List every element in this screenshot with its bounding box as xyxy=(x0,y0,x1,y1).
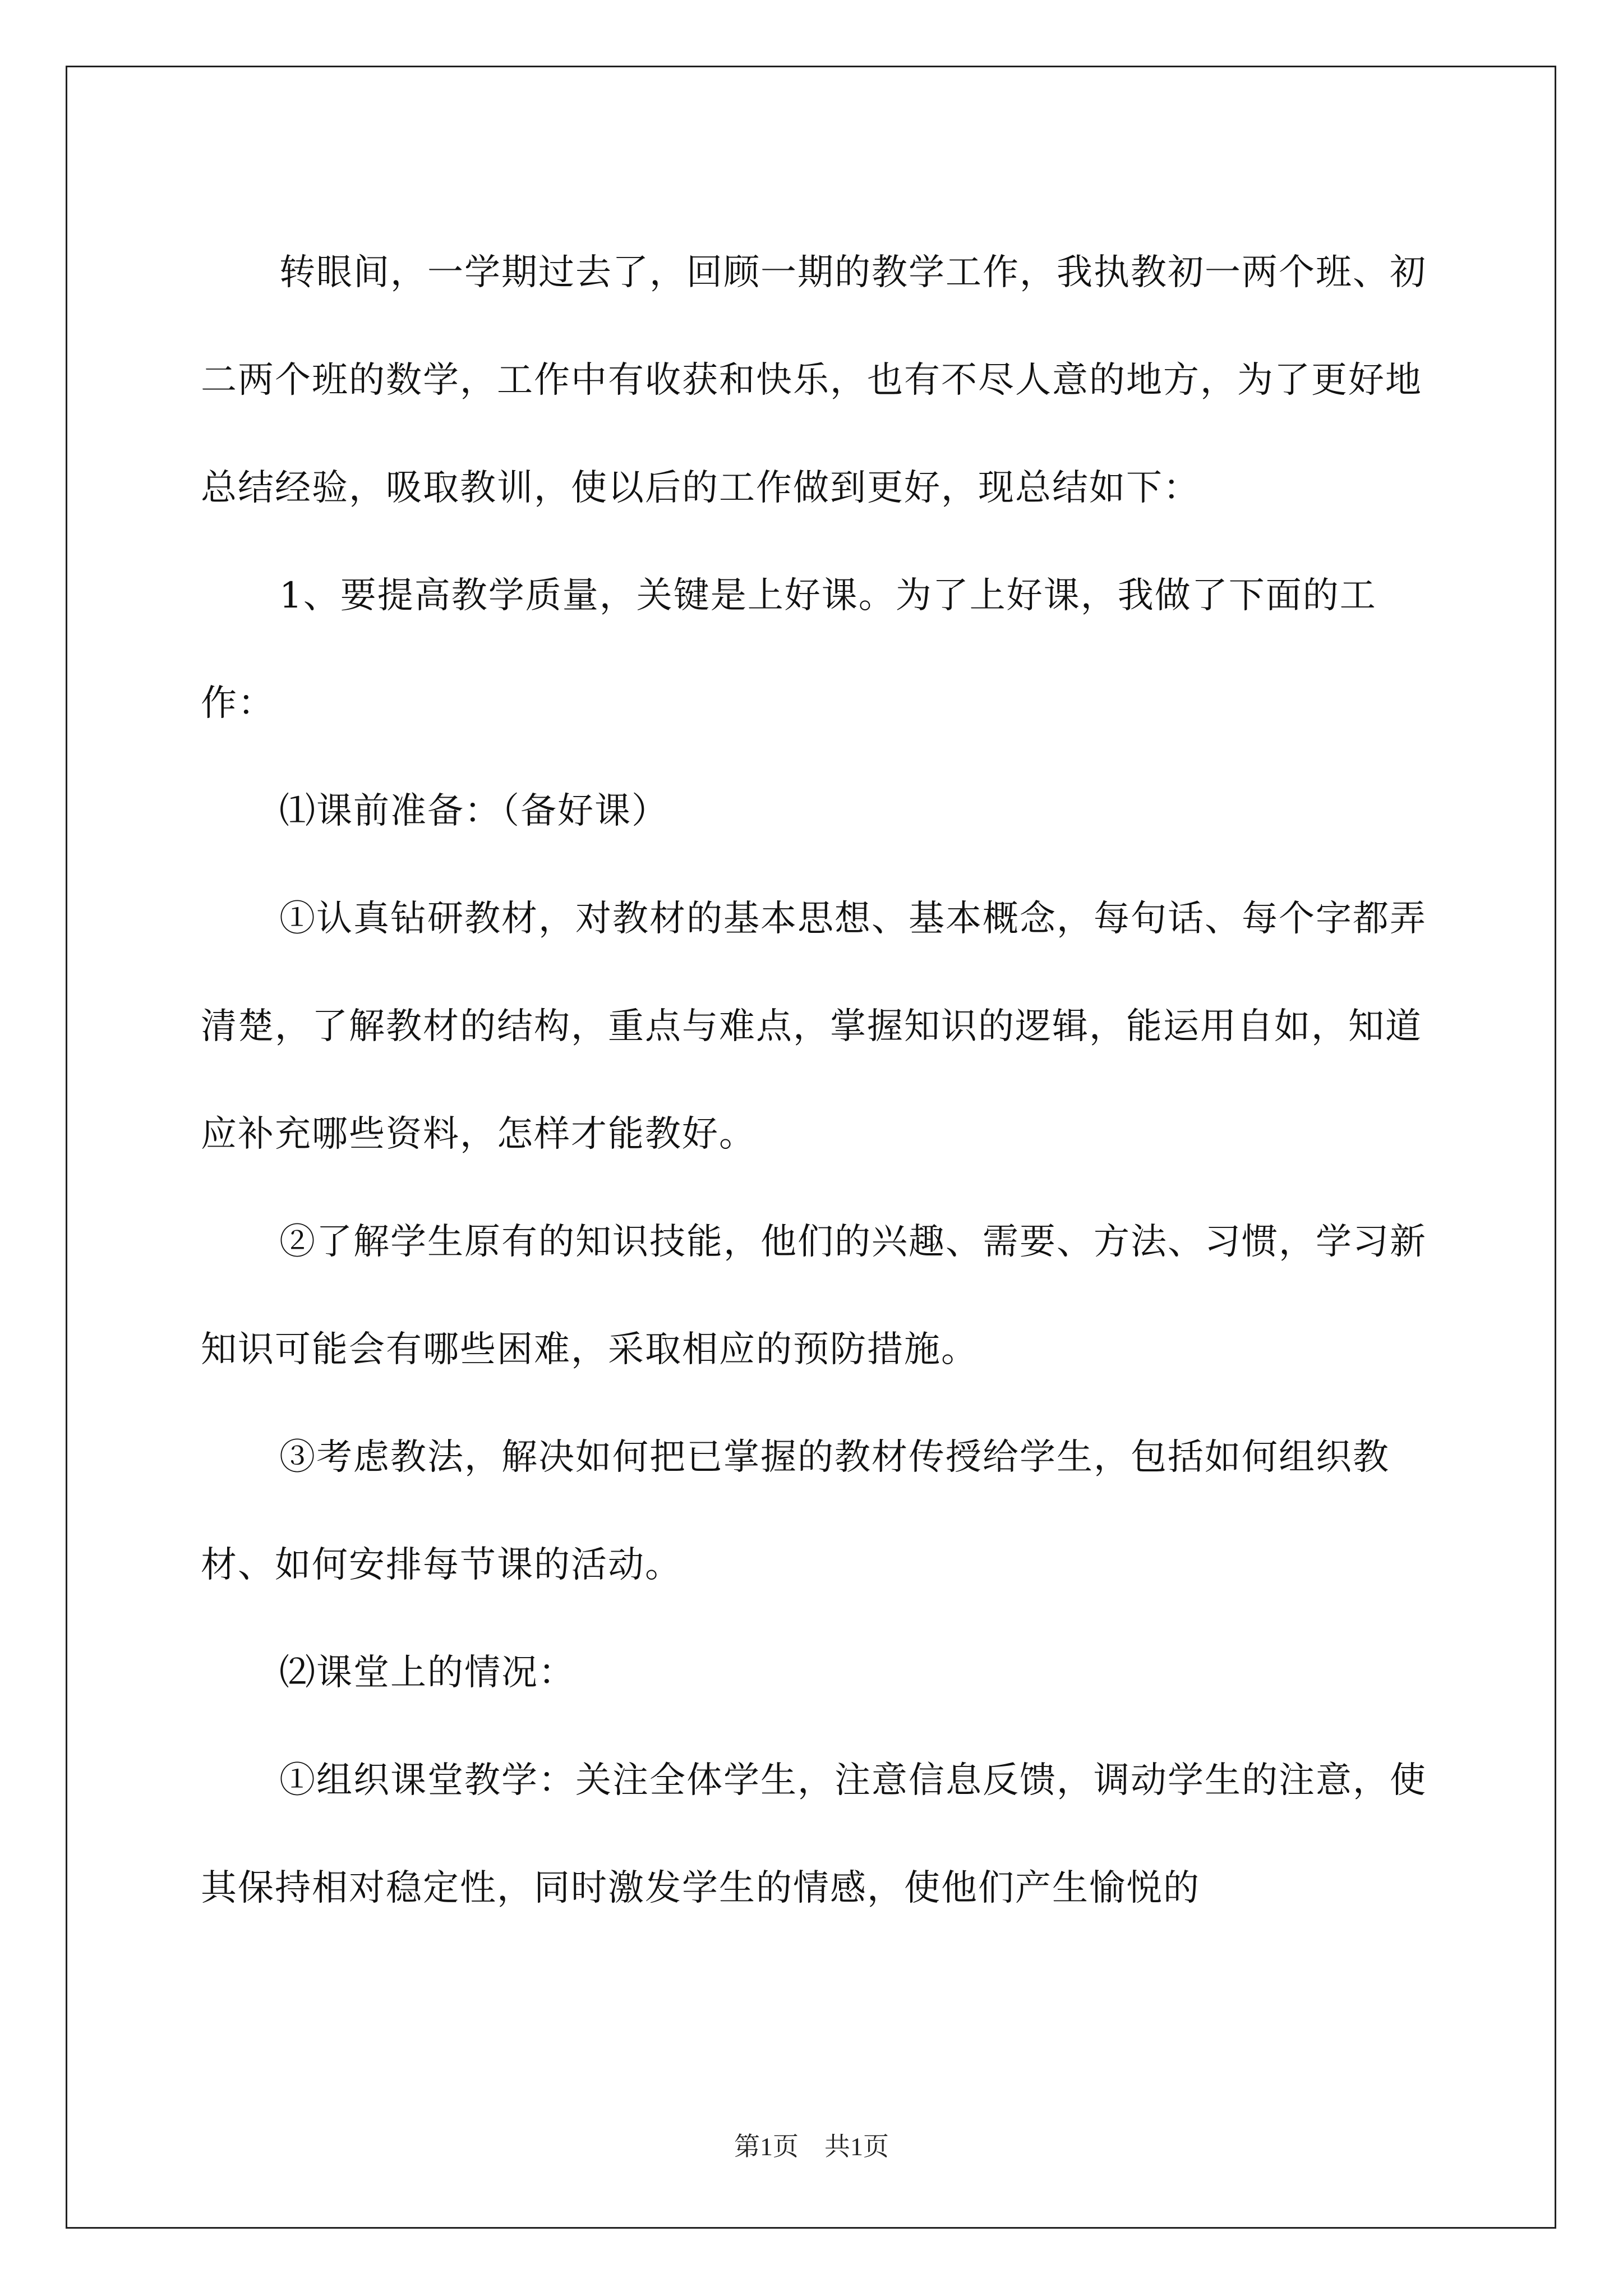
page-footer: 第1页 共1页 xyxy=(734,2132,889,2161)
paragraph-classroom: ⑵课堂上的情况： xyxy=(279,1652,575,1694)
paragraph-understand-students: ②了解学生原有的知识技能，他们的兴趣、需要、方法、习惯，学习新知识可能会有哪些困难，采取相应的预防措施。 xyxy=(201,1221,1427,1370)
paragraph-organize-class: ①组织课堂教学：关注全体学生，注意信息反馈，调动学生的注意，使其保持相对稳定性，同时激发学生的情感，使他们产生愉悦的 xyxy=(201,1760,1427,1909)
paragraph-intro: 转眼间，一学期过去了，回顾一期的教学工作，我执教初一两个班、初二两个班的数学，工作中有收获和快乐，也有不尽人意的地方，为了更好地总结经验，吸取教训，使以后的工作做到更好，现总结如下： xyxy=(201,252,1427,509)
paragraph-lesson-prep: ⑴课前准备：（备好课） xyxy=(279,790,668,832)
document-body xyxy=(201,219,1440,1942)
paragraph-point-1: 1、要提高教学质量，关键是上好课。为了上好课，我做了下面的工作： xyxy=(201,575,1377,724)
paragraph-teaching-methods: ③考虑教法，解决如何把已掌握的教材传授给学生，包括如何组织教材、如何安排每节课的活动。 xyxy=(201,1437,1390,1586)
paragraph-study-materials: ①认真钻研教材，对教材的基本思想、基本概念，每句话、每个字都弄清楚，了解教材的结构，重点与难点，掌握知识的逻辑，能运用自如，知道应补充哪些资料，怎样才能教好。 xyxy=(201,898,1427,1155)
